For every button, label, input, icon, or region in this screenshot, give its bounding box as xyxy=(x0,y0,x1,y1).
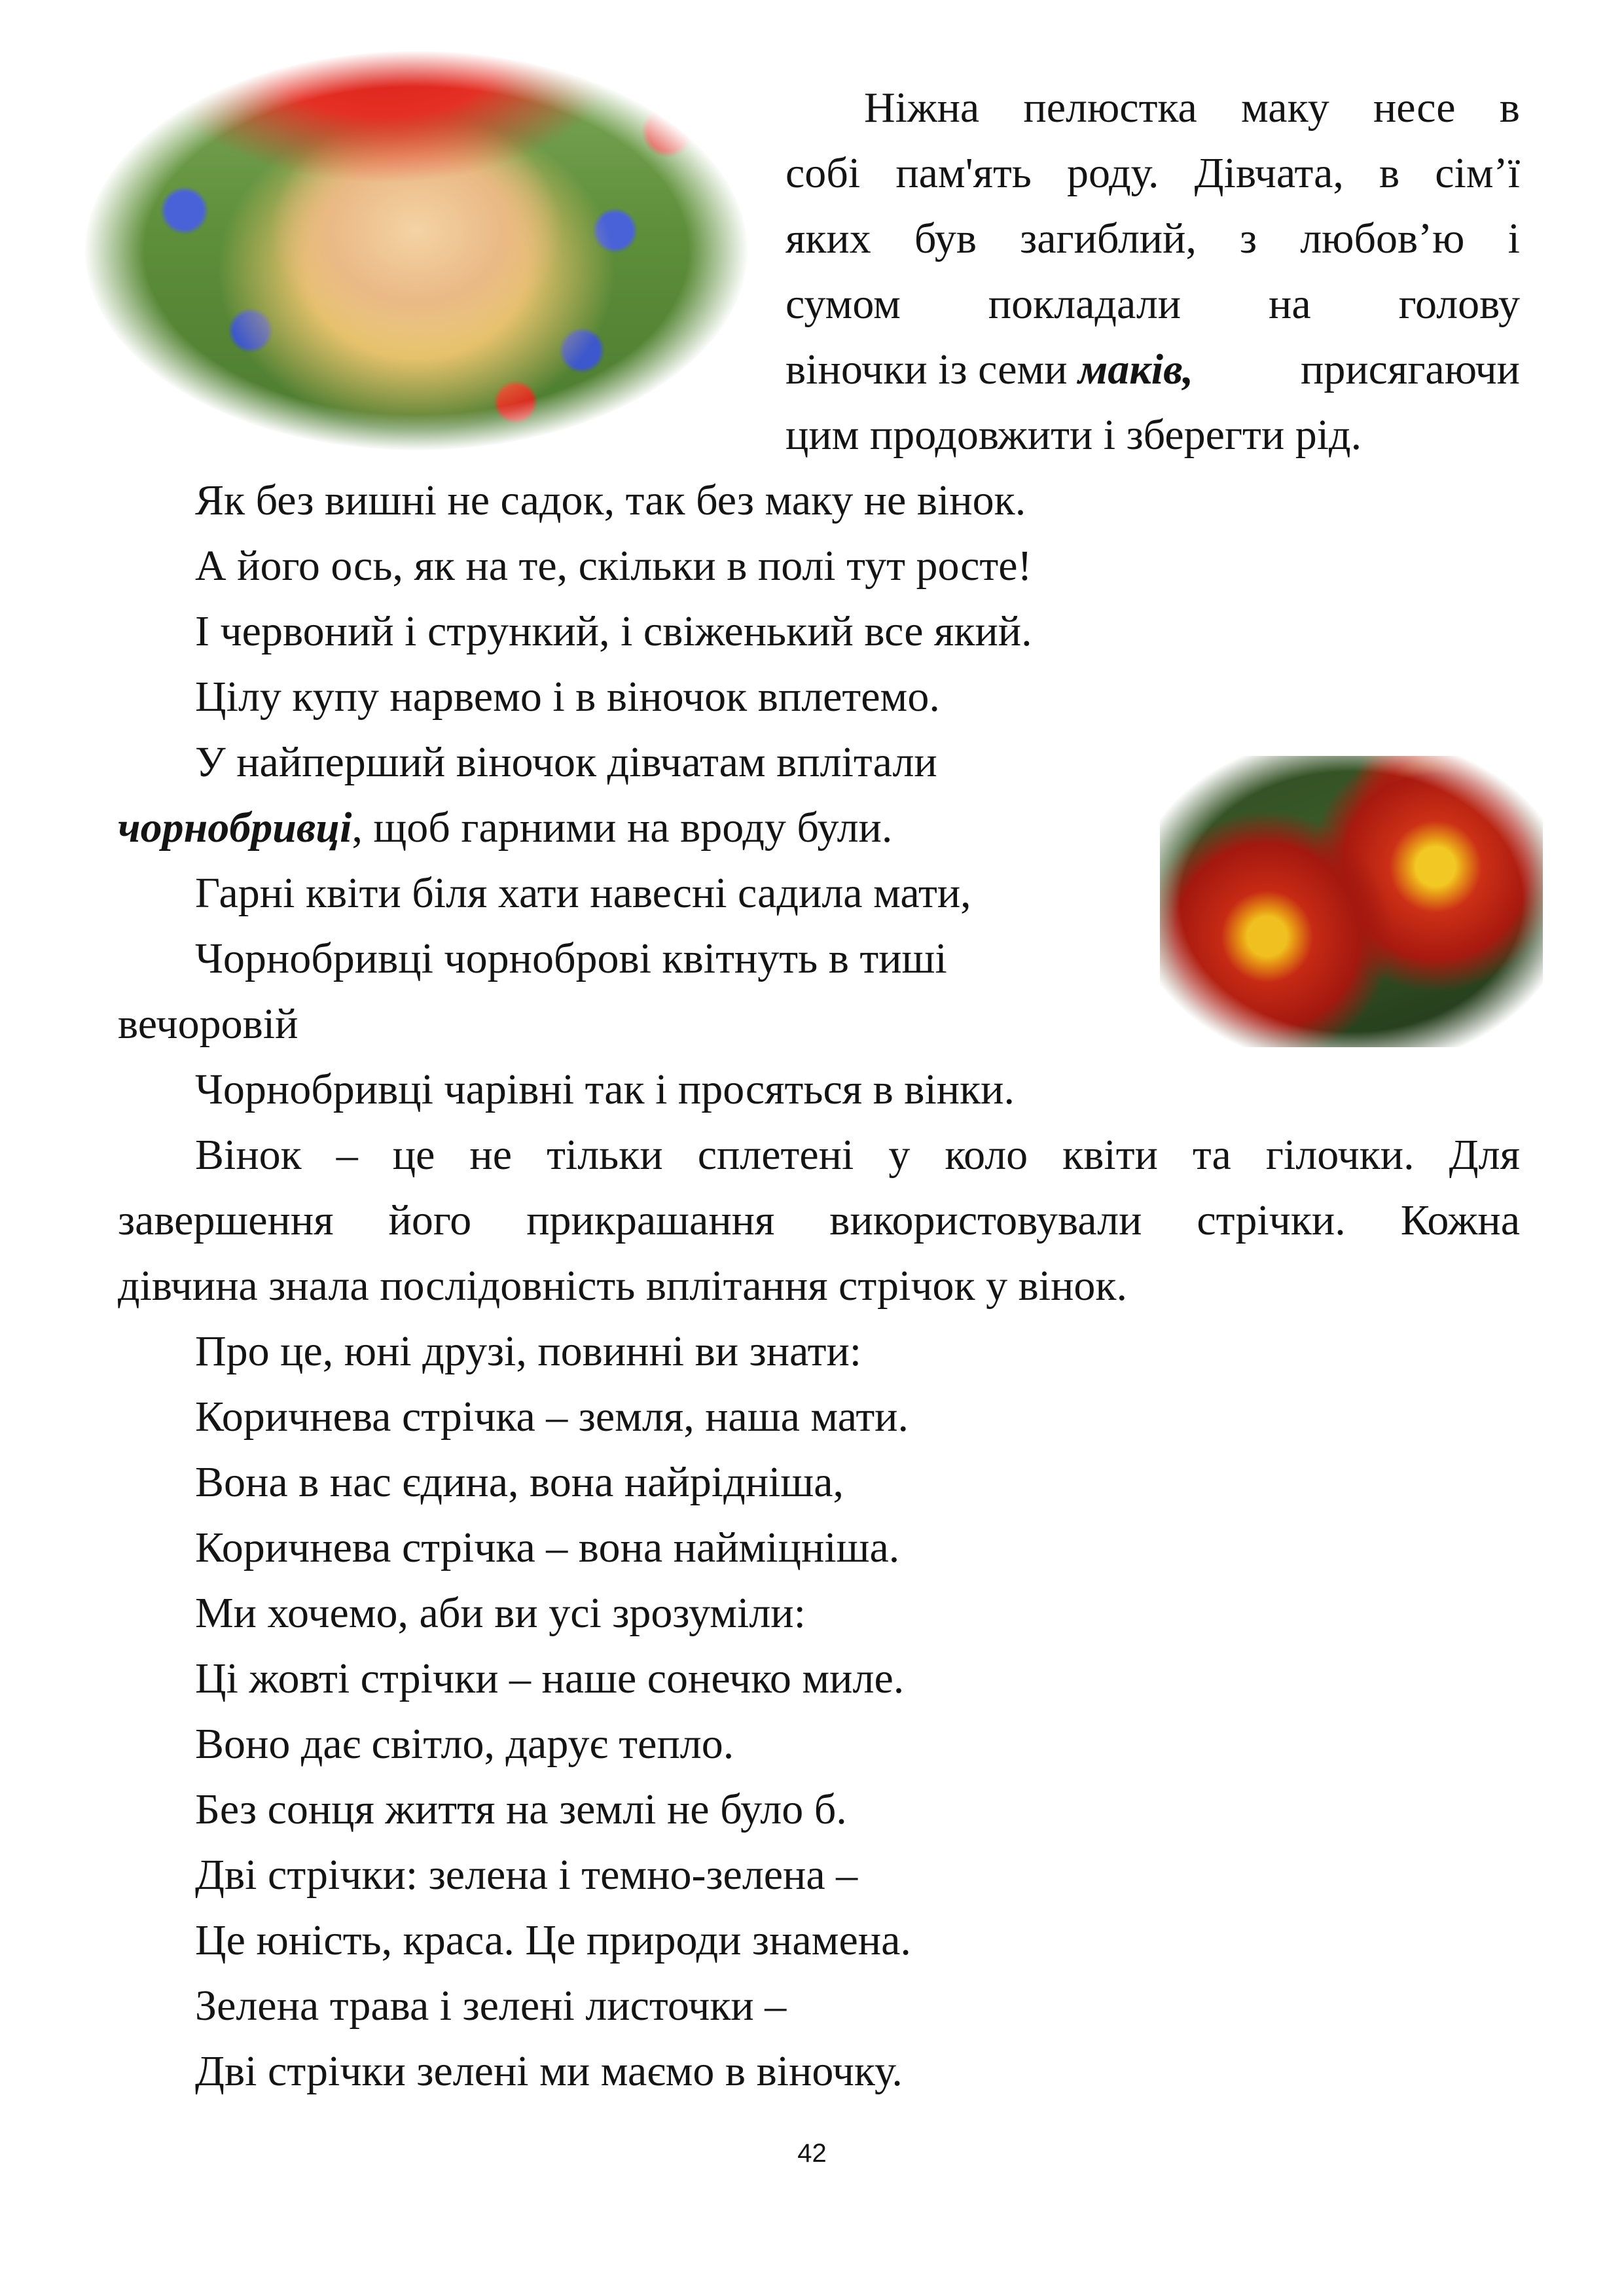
word: квіти xyxy=(1062,1131,1158,1179)
poem-line: Це юність, краса. Це природи знамена. xyxy=(195,1916,911,1964)
page-number: 42 xyxy=(797,2139,827,2168)
poem-line: Ми хочемо, аби ви усі зрозуміли: xyxy=(195,1589,806,1637)
word: стрічки. xyxy=(1197,1196,1346,1244)
word: використовували xyxy=(829,1196,1142,1244)
intro-line-4 xyxy=(785,272,1520,337)
word: тільки xyxy=(547,1131,663,1179)
word: пам'ять xyxy=(895,149,1032,197)
marigold-line-4: Чорнобривці чорноброві квітнуть в тиші xyxy=(195,935,947,982)
word: прикрашання xyxy=(526,1196,775,1244)
intro-text: віночки із семи xyxy=(785,346,1079,393)
word: коло xyxy=(945,1131,1028,1179)
word: був xyxy=(914,215,977,262)
word: покладали xyxy=(988,280,1182,328)
word: любов’ю xyxy=(1300,215,1465,262)
word: загиблий, xyxy=(1020,215,1197,262)
wreath-line-2 xyxy=(118,1188,1520,1253)
word: в xyxy=(1499,84,1520,132)
poem-line: Зелена трава і зелені листочки – xyxy=(195,1982,787,2030)
word: гілочки. xyxy=(1265,1131,1415,1179)
word: собі xyxy=(785,149,861,197)
intro-line-6: цим продовжити і зберегти рід. xyxy=(785,411,1362,459)
marigold-line-1: У найперший віночок дівчатам вплітали xyxy=(195,738,937,786)
wreath-line-3: дівчина знала послідовність вплітання стрічок у вінок. xyxy=(118,1262,1127,1310)
poem-line: І червоний і стрункий, і свіженький все який. xyxy=(195,607,1032,655)
word: яких xyxy=(785,215,871,262)
marigold-line-5: вечоровій xyxy=(118,1000,298,1048)
intro-line-5 xyxy=(785,337,1520,403)
poem-line: Як без вишні не садок, так без маку не вінок. xyxy=(195,476,1026,524)
word: – xyxy=(336,1131,358,1179)
poem-line: Коричнева стрічка – вона найміцніша. xyxy=(195,1524,900,1571)
poem-line: А його ось, як на те, скільки в полі тут росте! xyxy=(195,542,1032,590)
word: в xyxy=(1379,149,1400,197)
word: роду. xyxy=(1066,149,1159,197)
marigold-flowers-photo xyxy=(1160,756,1543,1047)
poem-line: Воно дає світло, дарує тепло. xyxy=(195,1720,734,1768)
marigold-line-3: Гарні квіти біля хати навесні садила мати, xyxy=(195,869,971,917)
word: Ніжна xyxy=(864,84,980,132)
word: маку xyxy=(1240,84,1329,132)
word: та xyxy=(1192,1131,1231,1179)
word: Для xyxy=(1449,1131,1520,1179)
poem-line: Вона в нас єдина, вона найрідніша, xyxy=(195,1458,844,1506)
word: пелюстка xyxy=(1023,84,1197,132)
poem-line: Про це, юні друзі, повинні ви знати: xyxy=(195,1327,862,1375)
word: не xyxy=(469,1131,513,1179)
word: Дівчата, xyxy=(1194,149,1344,197)
word: Кожна xyxy=(1400,1196,1520,1244)
word: сім’ї xyxy=(1435,149,1520,197)
word: і xyxy=(1507,215,1520,262)
intro-line-3 xyxy=(785,206,1520,272)
word: голову xyxy=(1398,280,1520,328)
girl-poppy-wreath-photo xyxy=(85,51,748,450)
word: сплетені xyxy=(697,1131,854,1179)
poem-line: Дві стрічки: зелена і темно-зелена – xyxy=(195,1851,858,1899)
intro-line-2 xyxy=(785,141,1520,206)
poem-line: Ці жовті стрічки – наше сонечко миле. xyxy=(195,1655,905,1702)
wreath-line-1 xyxy=(195,1122,1520,1188)
poem-line: Дві стрічки зелені ми маємо в віночку. xyxy=(195,2047,903,2095)
word: сумом xyxy=(785,280,901,328)
word: його xyxy=(388,1196,472,1244)
poem-line: Цілу купу нарвемо і в віночок вплетемо. xyxy=(195,673,940,721)
marigold-line-6: Чорнобривці чарівні так і просяться в вінки. xyxy=(195,1066,1015,1113)
marigold-line-2 xyxy=(118,795,892,861)
intro-line-1 xyxy=(864,75,1520,141)
word: це xyxy=(392,1131,435,1179)
poem-line: Коричнева стрічка – земля, наша мати. xyxy=(195,1393,909,1441)
intro-text: присягаючи xyxy=(1301,346,1520,393)
marigold-text: , щоб гарними на вроду були. xyxy=(352,804,893,852)
word: Вінок xyxy=(195,1131,302,1179)
word: з xyxy=(1240,215,1257,262)
poem-line: Без сонця життя на землі не було б. xyxy=(195,1785,847,1833)
word: на xyxy=(1269,280,1311,328)
word: несе xyxy=(1373,84,1456,132)
word: у xyxy=(888,1131,911,1179)
word: завершення xyxy=(118,1196,334,1244)
emphasis-marigolds: чорнобривці xyxy=(118,804,352,852)
emphasis-poppies: маків, xyxy=(1078,346,1194,393)
